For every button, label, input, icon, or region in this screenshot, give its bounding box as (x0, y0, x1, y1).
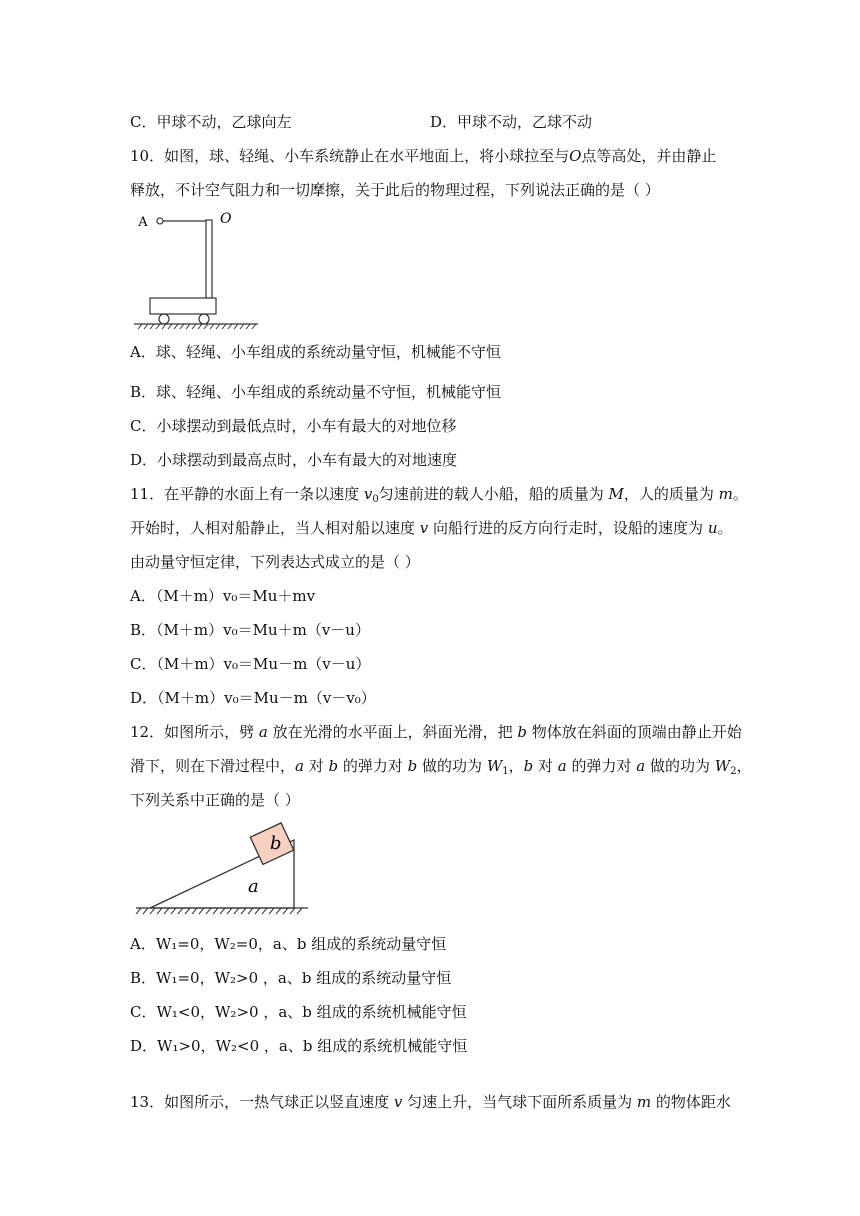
q10-option-a: A．球、轻绳、小车组成的系统动量守恒，机械能不守恒 (130, 343, 501, 361)
q10-pole (206, 220, 212, 298)
q10-stem-line1 (130, 146, 716, 166)
q12-text-1: 12．如图所示，劈 (130, 723, 259, 741)
q12-var-a3: a (557, 757, 567, 775)
q11-stem-line3: 由动量守恒定律，下列表达式成立的是（ ） (130, 553, 420, 571)
q12-stem-line2 (130, 756, 752, 782)
q13-text-1: 13．如图所示，一热气球正以竖直速度 (130, 1093, 394, 1111)
q12-stem-line1 (130, 722, 742, 742)
q9-option-c: C．甲球不动，乙球向左 (130, 113, 292, 131)
q12-text-5: 对 (303, 757, 329, 775)
q12-var-a2: a (295, 757, 304, 775)
q12-text-9: 对 (533, 757, 558, 775)
q12-option-a: A．W₁=0，W₂=0，a、b 组成的系统动量守恒 (130, 935, 447, 953)
q10-stem-text-end: 点等高处，并由静止 (581, 147, 717, 165)
q12-text-11: 做的功为 (645, 757, 715, 775)
q12-ground-hatch (136, 908, 302, 914)
q10-ball (157, 218, 163, 224)
q10-option-c: C．小球摆动到最低点时，小车有最大的对地位移 (130, 417, 457, 435)
q10-fig-label-o: O (220, 211, 232, 227)
q11-var-M: M (608, 485, 624, 503)
q10-stem-line2: 释放，不计空气阻力和一切摩擦，关于此后的物理过程，下列说法正确的是（ ） (130, 181, 660, 199)
q10-figure-cart-pendulum (130, 205, 270, 329)
q10-fig-label-a: A (138, 215, 148, 230)
q10-option-b: B．球、轻绳、小车组成的系统动量不守恒，机械能守恒 (130, 383, 502, 401)
q12-text-2: 放在光滑的水平面上，斜面光滑，把 (267, 723, 518, 741)
q11-text-5: 开始时，人相对船静止，当人相对船以速度 (130, 519, 420, 537)
q11-stem-line2 (130, 518, 733, 538)
q12-figure-wedge (130, 814, 315, 919)
q11-stem-line1 (130, 484, 748, 510)
q10-var-o: O (569, 147, 582, 165)
q12-text-3: 物体放在斜面的顶端由静止开始 (526, 723, 742, 741)
q11-var-m: m (718, 485, 733, 503)
q11-var-v: v (363, 485, 373, 503)
q12-fig-label-b: b (270, 833, 282, 854)
q11-text-1: 11．在平静的水面上有一条以速度 (130, 485, 364, 503)
q13-text-2: 匀速上升，当气球下面所系质量为 (402, 1093, 637, 1111)
q12-var-b: b (517, 723, 527, 741)
q12-var-b2: b (328, 757, 339, 775)
q11-var-v-sub: 0 (372, 494, 379, 505)
q12-text-6: 的弹力对 (338, 757, 408, 775)
q12-text-4: 滑下，则在下滑过程中， (130, 757, 296, 775)
q12-option-d: D．W₁>0，W₂<0 ，a、b 组成的系统机械能守恒 (130, 1037, 468, 1055)
q11-var-v2: v (419, 519, 429, 537)
q12-var-b3: b (407, 757, 418, 775)
q11-text-7: 。 (717, 519, 733, 537)
q11-text-4: 。 (732, 485, 748, 503)
q12-option-c: C．W₁<0，W₂>0 ，a、b 组成的系统机械能守恒 (130, 1003, 467, 1021)
q12-option-b: B．W₁=0，W₂>0 ，a、b 组成的系统动量守恒 (130, 969, 452, 987)
q11-option-a: A．（M＋m）v₀＝Mu＋mv (130, 587, 316, 605)
q11-option-c: C．（M＋m）v₀＝Mu－m（v－u） (130, 655, 371, 673)
q13-var-m: m (636, 1093, 652, 1111)
q12-fig-label-a: a (248, 876, 259, 897)
q11-var-u: u (707, 519, 718, 537)
q12-text-10: 的弹力对 (566, 757, 637, 775)
q11-text-6: 向船行进的反方向行走时，设船的速度为 (428, 519, 708, 537)
q12-var-a4: a (636, 757, 646, 775)
q12-text-12: ， (736, 757, 752, 775)
q11-option-d: D．（M＋m）v₀＝Mu－m（v－v₀） (130, 689, 376, 707)
q10-option-d: D．小球摆动到最高点时，小车有最大的对地速度 (130, 451, 458, 469)
q12-var-a: a (258, 723, 268, 741)
q9-option-d: D．甲球不动，乙球不动 (430, 113, 593, 131)
q12-var-w2-sub: 2 (730, 766, 737, 777)
q12-text-7: 做的功为 (417, 757, 487, 775)
q10-stem-text: 10．如图，球、轻绳、小车系统静止在水平地面上，将小球拉至与 (130, 147, 570, 165)
q11-option-b: B．（M＋m）v₀＝Mu＋m（v－u） (130, 621, 370, 639)
q10-cart-body (150, 298, 216, 314)
q12-text-8: ， (508, 757, 524, 775)
q13-stem-line1 (130, 1092, 731, 1112)
q10-ground-hatch (138, 324, 256, 329)
q13-text-3: 的物体距水 (651, 1093, 731, 1111)
q11-text-3: ，人的质量为 (623, 485, 719, 503)
q10-cart-wheel-left (159, 314, 169, 324)
q11-text-2: 匀速前进的载人小船，船的质量为 (378, 485, 609, 503)
q12-var-w1-sub: 1 (502, 766, 509, 777)
q10-cart-wheel-right (199, 314, 209, 324)
q12-var-b4: b (523, 757, 534, 775)
q13-var-v: v (393, 1093, 403, 1111)
q12-var-w2: W (714, 757, 731, 775)
q12-stem-line3: 下列关系中正确的是（ ） (130, 791, 300, 809)
q12-var-w1: W (486, 757, 503, 775)
